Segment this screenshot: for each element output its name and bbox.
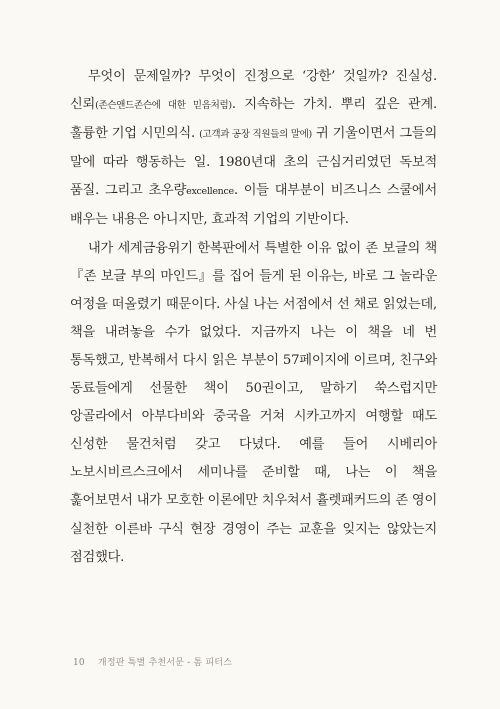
paragraph-text: . 이들 대부분이 비즈니스 스쿨에서 배우는 내용은 아니지만, 효과적 기업의 기반이다. — [70, 183, 437, 228]
running-head: 개정판 특별 추천서문 - 톰 피터스 — [97, 658, 233, 668]
paragraph — [70, 63, 437, 235]
paragraph-text: 귀 기울이면서 그들의 말에 따라 행동하는 일. 1980년대 초의 근심거리였던 독보적 품질. 그리고 초우량 — [70, 126, 437, 199]
page-footer — [73, 655, 232, 668]
page-number: 10 — [73, 658, 85, 668]
body-text — [70, 63, 437, 572]
paragraph-text: . 지속하는 가치. 뿌리 깊은 관계. 훌륭한 기업 시민의식. — [70, 97, 438, 142]
english-gloss: excellence — [186, 186, 234, 198]
parenthetical-note: (존슨앤드존슨에 대한 믿음처럼) — [95, 100, 232, 112]
parenthetical-note: (고객과 공장 직원들의 말에) — [199, 129, 312, 141]
paragraph-text: 무엇이 문제일까? 무엇이 진정으로 ‘강한’ 것일까? 진실성. 신뢰 — [70, 69, 437, 113]
paragraph: 내가 세계금융위기 한복판에서 특별한 이유 없이 존 보글의 책 『존 보글 부의 마인드』를 집어 들게 된 이유는, 바로 그 놀라운 여정을 떠올렸기 때문이다. 사실 나는 서점에서 선 채로 읽었는데, 책을 내려놓을 수가 없었다. 지금까지 나는 이 책을 네 번 통독했고, 반복해서 다시 읽은 부분이 57페이지에 이르며, 친구와 동료들에게 선물한 책이 50권이고, 말하기 쑥스럽지만 앙골라에서 아부다비와 중국을 거쳐 시카고까지 여행할 때도 신성한 물건처럼 갖고 다녔다. 예를 들어 시베리아 노보시비르스크에서 세미나를 준비할 때, 나는 이 책을 훑어보면서 내가 모호한 이론에만 치우쳐서 휼렛패커드의 존 영이 실천한 이른바 구식 현장 경영이 주는 교훈을 잊지는 않았는지 점검했다. — [70, 240, 437, 565]
